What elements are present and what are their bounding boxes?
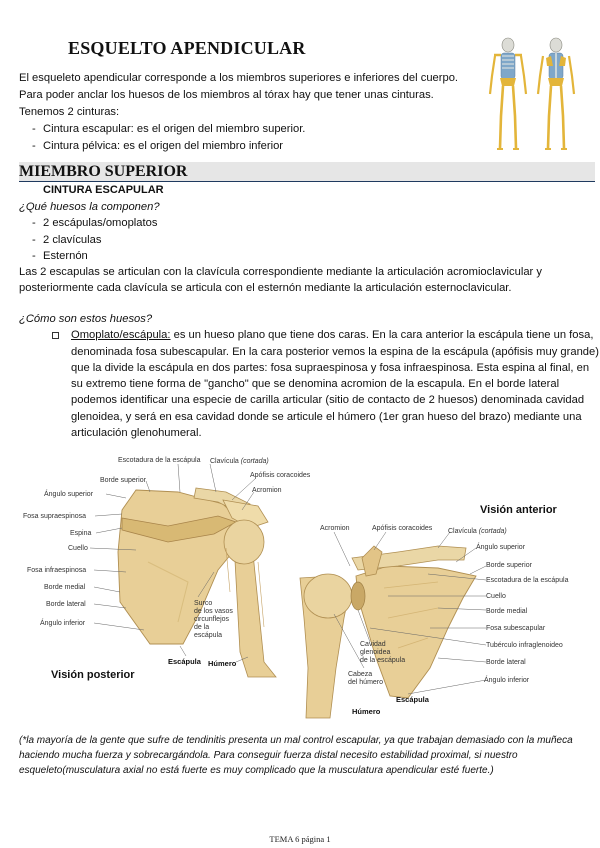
figure-caption-posterior: Visión posterior xyxy=(51,669,135,681)
question-heading: ¿Cómo son estos huesos? xyxy=(19,313,153,325)
bones-block xyxy=(19,199,594,297)
label-text: Tubérculo infraglenoideo xyxy=(486,642,563,649)
note-line: esqueleto(musculatura axial no está fuerte es muy complicado que la musculatura apendicular esté fuerte.) xyxy=(19,765,494,776)
skeleton-back-figure xyxy=(538,38,574,149)
bones-description-block xyxy=(19,311,599,441)
label-text: Ángulo superior xyxy=(476,544,526,551)
figure-caption-anterior: Visión anterior xyxy=(480,504,557,516)
paragraph-line: que la divide la escápula en dos partes: fosa supraespinosa y fosa infraespinosa. Esta espina al final, en xyxy=(71,361,590,374)
paragraph-line: su extremo tiene forma de "gancho" que se denomina acromion de la escapula. En el borde lateral xyxy=(71,378,560,391)
label-text: Húmero xyxy=(208,659,237,668)
list-item: - 2 escápulas/omoplatos xyxy=(19,215,594,231)
label-text: (cortada) xyxy=(240,458,269,465)
label-text: Húmero xyxy=(352,707,381,716)
label-text: Escápula xyxy=(168,657,201,666)
label-text: Apófisis coracoides xyxy=(250,472,311,479)
label-text: Fosa supraespinosa xyxy=(23,513,87,520)
scapula-anterior-figure xyxy=(288,518,600,718)
label-text: Fosa infraespinosa xyxy=(27,567,87,574)
list-item: - Cintura pélvica: es el origen del miembro inferior xyxy=(19,138,489,155)
label-text: Borde lateral xyxy=(486,659,526,666)
intro-line: Para poder anclar los huesos de los miembros al tórax hay que tener unas cinturas. xyxy=(19,89,434,101)
label-text: Borde lateral xyxy=(46,601,86,608)
label-text: Apófisis coracoides xyxy=(372,525,433,532)
list-item: - Cintura escapular: es el origen del miembro superior. xyxy=(19,121,489,138)
label-text: Borde superior xyxy=(486,562,532,569)
label-text: glenoidea xyxy=(360,649,391,656)
label-text: circunflejos xyxy=(194,616,230,623)
paragraph-line xyxy=(71,327,594,343)
bullet-term: Omoplato/escápula: xyxy=(71,329,171,342)
note-line: haciendo mucha fuerza y sobrecargándola. Para conseguir fuerza distal necesito estabilidad proximal, si nuestro xyxy=(19,750,518,761)
bullet-text: es un hueso plano que tiene dos caras. En la cara anterior la escápula tiene un fosa, xyxy=(170,329,594,342)
label-text: de la escápula xyxy=(360,657,406,664)
list-item: - Esternón xyxy=(19,248,594,264)
paragraph-line: articulación glenohumeral. xyxy=(71,427,202,440)
label-text xyxy=(210,458,269,465)
label-text: Acromion xyxy=(252,487,282,494)
bones-list xyxy=(19,215,594,264)
scapula-posterior-illustration xyxy=(118,488,276,677)
subsection-title: CINTURA ESCAPULAR xyxy=(43,184,164,196)
note-block xyxy=(19,733,589,778)
label-text: Cuello xyxy=(68,545,88,552)
paragraph-line: posteriormente cada clavícula se articula con el esternón mediante la articulación esternoclavicular. xyxy=(19,282,512,295)
paragraph-line: glenoidea, y será en esa cavidad donde se articule el húmero (1er gran hueso del brazo) mediante una xyxy=(71,410,582,423)
girdles-list xyxy=(19,121,489,155)
label-text: de los vasos xyxy=(194,608,233,615)
label-text xyxy=(448,528,507,535)
note-line: (*la mayoría de la gente que sufre de tendinitis presenta un mal control escapular, ya que trabajan demasiado con la muñeca xyxy=(19,735,573,746)
paragraph-line: Las 2 escapulas se articulan con la clavícula correspondiente mediante la articulación acromioclavicular y xyxy=(19,266,542,279)
label-text: escápula xyxy=(194,632,223,639)
page-footer: TEMA 6 página 1 xyxy=(269,834,331,844)
skeleton-front-figure xyxy=(490,38,526,149)
label-text: Clavícula xyxy=(448,528,477,535)
label-text: Borde medial xyxy=(486,608,528,615)
label-text: Ángulo inferior xyxy=(484,677,530,684)
section-heading xyxy=(19,162,595,182)
paragraph-line: denominada fosa subescapular. En la cara posterior vemos la espina de la escápula (apófisis muy grande) xyxy=(71,345,599,358)
scapula-anterior-illustration xyxy=(300,546,476,718)
label-text: Escotadura de la escápula xyxy=(486,577,569,584)
label-text: Fosa subescapular xyxy=(486,625,546,632)
page-title: ESQUELTO APENDICULAR xyxy=(68,38,306,58)
label-text: Ángulo inferior xyxy=(40,620,86,627)
label-text: (cortada) xyxy=(478,528,507,535)
question-heading: ¿Qué huesos la componen? xyxy=(19,201,160,213)
list-item: - 2 clavículas xyxy=(19,232,594,248)
checkbox-bullet-icon xyxy=(52,332,59,339)
label-text: Borde medial xyxy=(44,584,86,591)
paragraph-line: podemos identificar una especie de carilla articular (sitio de contacto de 2 huesos) denominada cavidad xyxy=(71,394,585,407)
bullet-item-scapula xyxy=(19,327,599,441)
label-text: Espina xyxy=(70,530,92,537)
label-text: Escotadura de la escápula xyxy=(118,457,201,464)
label-text: Clavícula xyxy=(210,458,239,465)
skeleton-illustration xyxy=(484,36,584,154)
label-text: Borde superior xyxy=(100,477,146,484)
intro-line: El esqueleto apendicular corresponde a los miembros superiores e inferiores del cuerpo. xyxy=(19,72,459,84)
scapula-posterior-figure xyxy=(18,452,311,677)
label-text: Ángulo superior xyxy=(44,491,94,498)
label-text: Cavidad xyxy=(360,641,386,648)
label-text: Acromion xyxy=(320,525,350,532)
intro-line: Tenemos 2 cinturas: xyxy=(19,106,120,118)
section-title: MIEMBRO SUPERIOR xyxy=(19,163,188,180)
label-text: de la xyxy=(194,624,210,631)
label-text: Cabeza xyxy=(348,671,373,678)
intro-block xyxy=(19,70,489,155)
label-text: Surco xyxy=(194,600,213,607)
label-text: del húmero xyxy=(348,679,384,686)
label-text: Cuello xyxy=(486,593,506,600)
label-text: Escápula xyxy=(396,695,429,704)
